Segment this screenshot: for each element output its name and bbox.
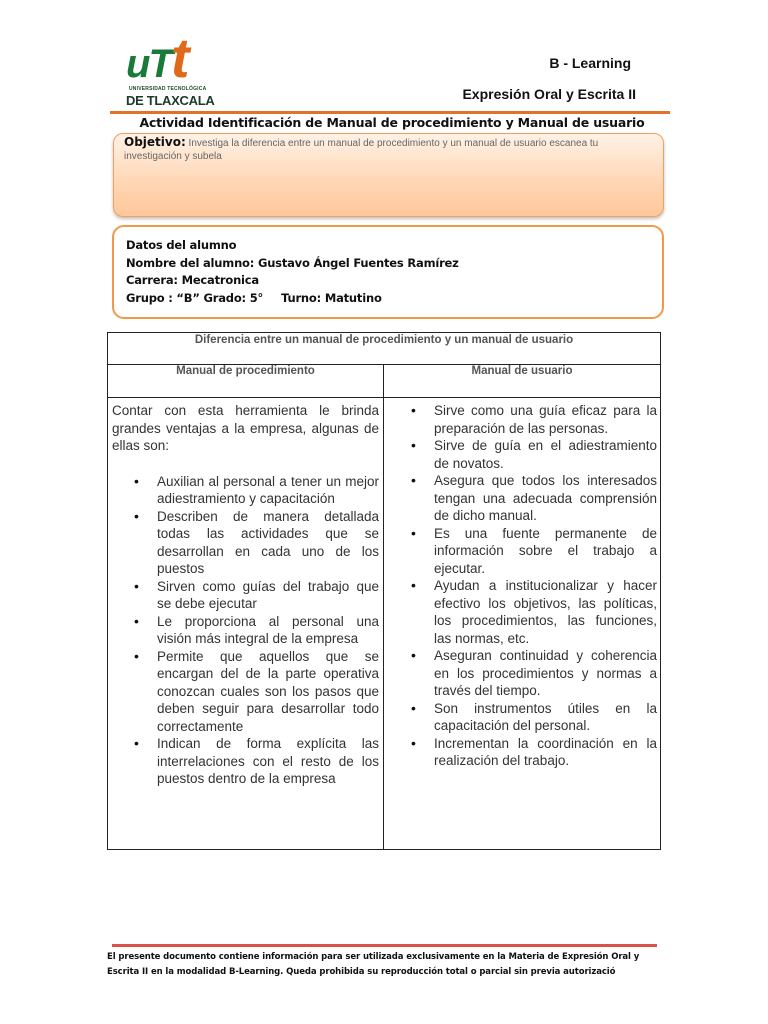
- student-heading: Datos del alumno: [126, 238, 237, 252]
- student-shift: Turno: Matutino: [281, 290, 382, 305]
- footer-divider: [112, 944, 657, 947]
- comparison-table: [107, 332, 661, 850]
- student-name: Nombre del alumno: Gustavo Ángel Fuentes Ramírez: [126, 255, 459, 270]
- list-item: • Describen de manera detallada todas las actividades que se desarrollan en cada uno de los puestos: [157, 508, 379, 578]
- logo-letters-u: u: [126, 42, 149, 86]
- student-group: Grupo : “B” Grado: 5°: [126, 290, 264, 305]
- column-header-procedure: Manual de procedimiento: [108, 365, 384, 398]
- logo-letters-t: t: [170, 26, 188, 89]
- procedure-intro: Contar con esta herramienta le brinda grandes ventajas a la empresa, algunas de ellas son:: [112, 403, 379, 453]
- logo-line1: UNIVERSIDAD TECNOLÓGICA: [129, 86, 207, 92]
- activity-title: Actividad Identificación de Manual de procedimiento y Manual de usuario: [139, 115, 645, 130]
- student-career: Carrera: Mecatronica: [126, 273, 259, 287]
- list-item: • Le proporciona al personal una visión más integral de la empresa: [157, 613, 379, 648]
- list-item: • Indican de forma explícita las interrelaciones con el resto de los puestos dentro de la empresa: [157, 735, 379, 788]
- university-logo: [126, 26, 226, 108]
- objective-box: [113, 133, 664, 217]
- list-item: • Permite que aquellos que se encargan del de la parte operativa conozcan cuales son los pasos que deben seguir para desarrollar todo correctamente: [157, 648, 379, 736]
- list-item: • Ayudan a institucionalizar y hacer efectivo los objetivos, las políticas, los procedimientos, las funciones, las normas, etc.: [434, 577, 657, 647]
- list-item: • Sirve como una guía eficaz para la preparación de las personas.: [434, 402, 657, 437]
- subject-name: Expresión Oral y Escrita II: [462, 86, 636, 102]
- logo-letters-T: T: [148, 42, 171, 86]
- list-item: • Aseguran continuidad y coherencia en los procedimientos y normas a través del tiempo.: [434, 647, 657, 700]
- objective-text: Investiga la diferencia entre un manual de procedimiento y un manual de usuario escanea tu investigación y subela: [124, 138, 599, 162]
- table-title: Diferencia entre un manual de procedimiento y un manual de usuario: [108, 333, 661, 365]
- list-item: • Auxilian al personal a tener un mejor adiestramiento y capacitación: [157, 473, 379, 508]
- student-group-row: [126, 290, 459, 308]
- user-list: [389, 402, 657, 770]
- list-item: • Sirven como guías del trabajo que se debe ejecutar: [157, 578, 379, 613]
- list-item: • Asegura que todos los interesados tengan una adecuada comprensión de dicho manual.: [434, 472, 657, 525]
- objective-text-block: [124, 136, 653, 163]
- list-item: • Son instrumentos útiles en la capacitación del personal.: [434, 700, 657, 735]
- logo-line2: DE TLAXCALA: [126, 93, 215, 108]
- procedure-cell: [108, 398, 384, 850]
- course-name: B - Learning: [549, 55, 631, 71]
- student-data-box: [112, 225, 664, 319]
- procedure-list: [112, 473, 379, 788]
- footer-disclaimer: El presente documento contiene información para ser utilizada exclusivamente en la Materia de Expresión Oral y Escrita II en la modalidad B-Learning. Queda prohibida su reproducción total o parcial sin previa autorizació: [107, 952, 640, 977]
- header-divider: [110, 111, 670, 114]
- column-header-user: Manual de usuario: [384, 365, 661, 398]
- list-item: • Es una fuente permanente de información sobre el trabajo a ejecutar.: [434, 525, 657, 578]
- list-item: • Sirve de guía en el adiestramiento de novatos.: [434, 437, 657, 472]
- objective-label: Objetivo:: [124, 135, 186, 149]
- user-cell: [384, 398, 661, 850]
- list-item: • Incrementan la coordinación en la realización del trabajo.: [434, 735, 657, 770]
